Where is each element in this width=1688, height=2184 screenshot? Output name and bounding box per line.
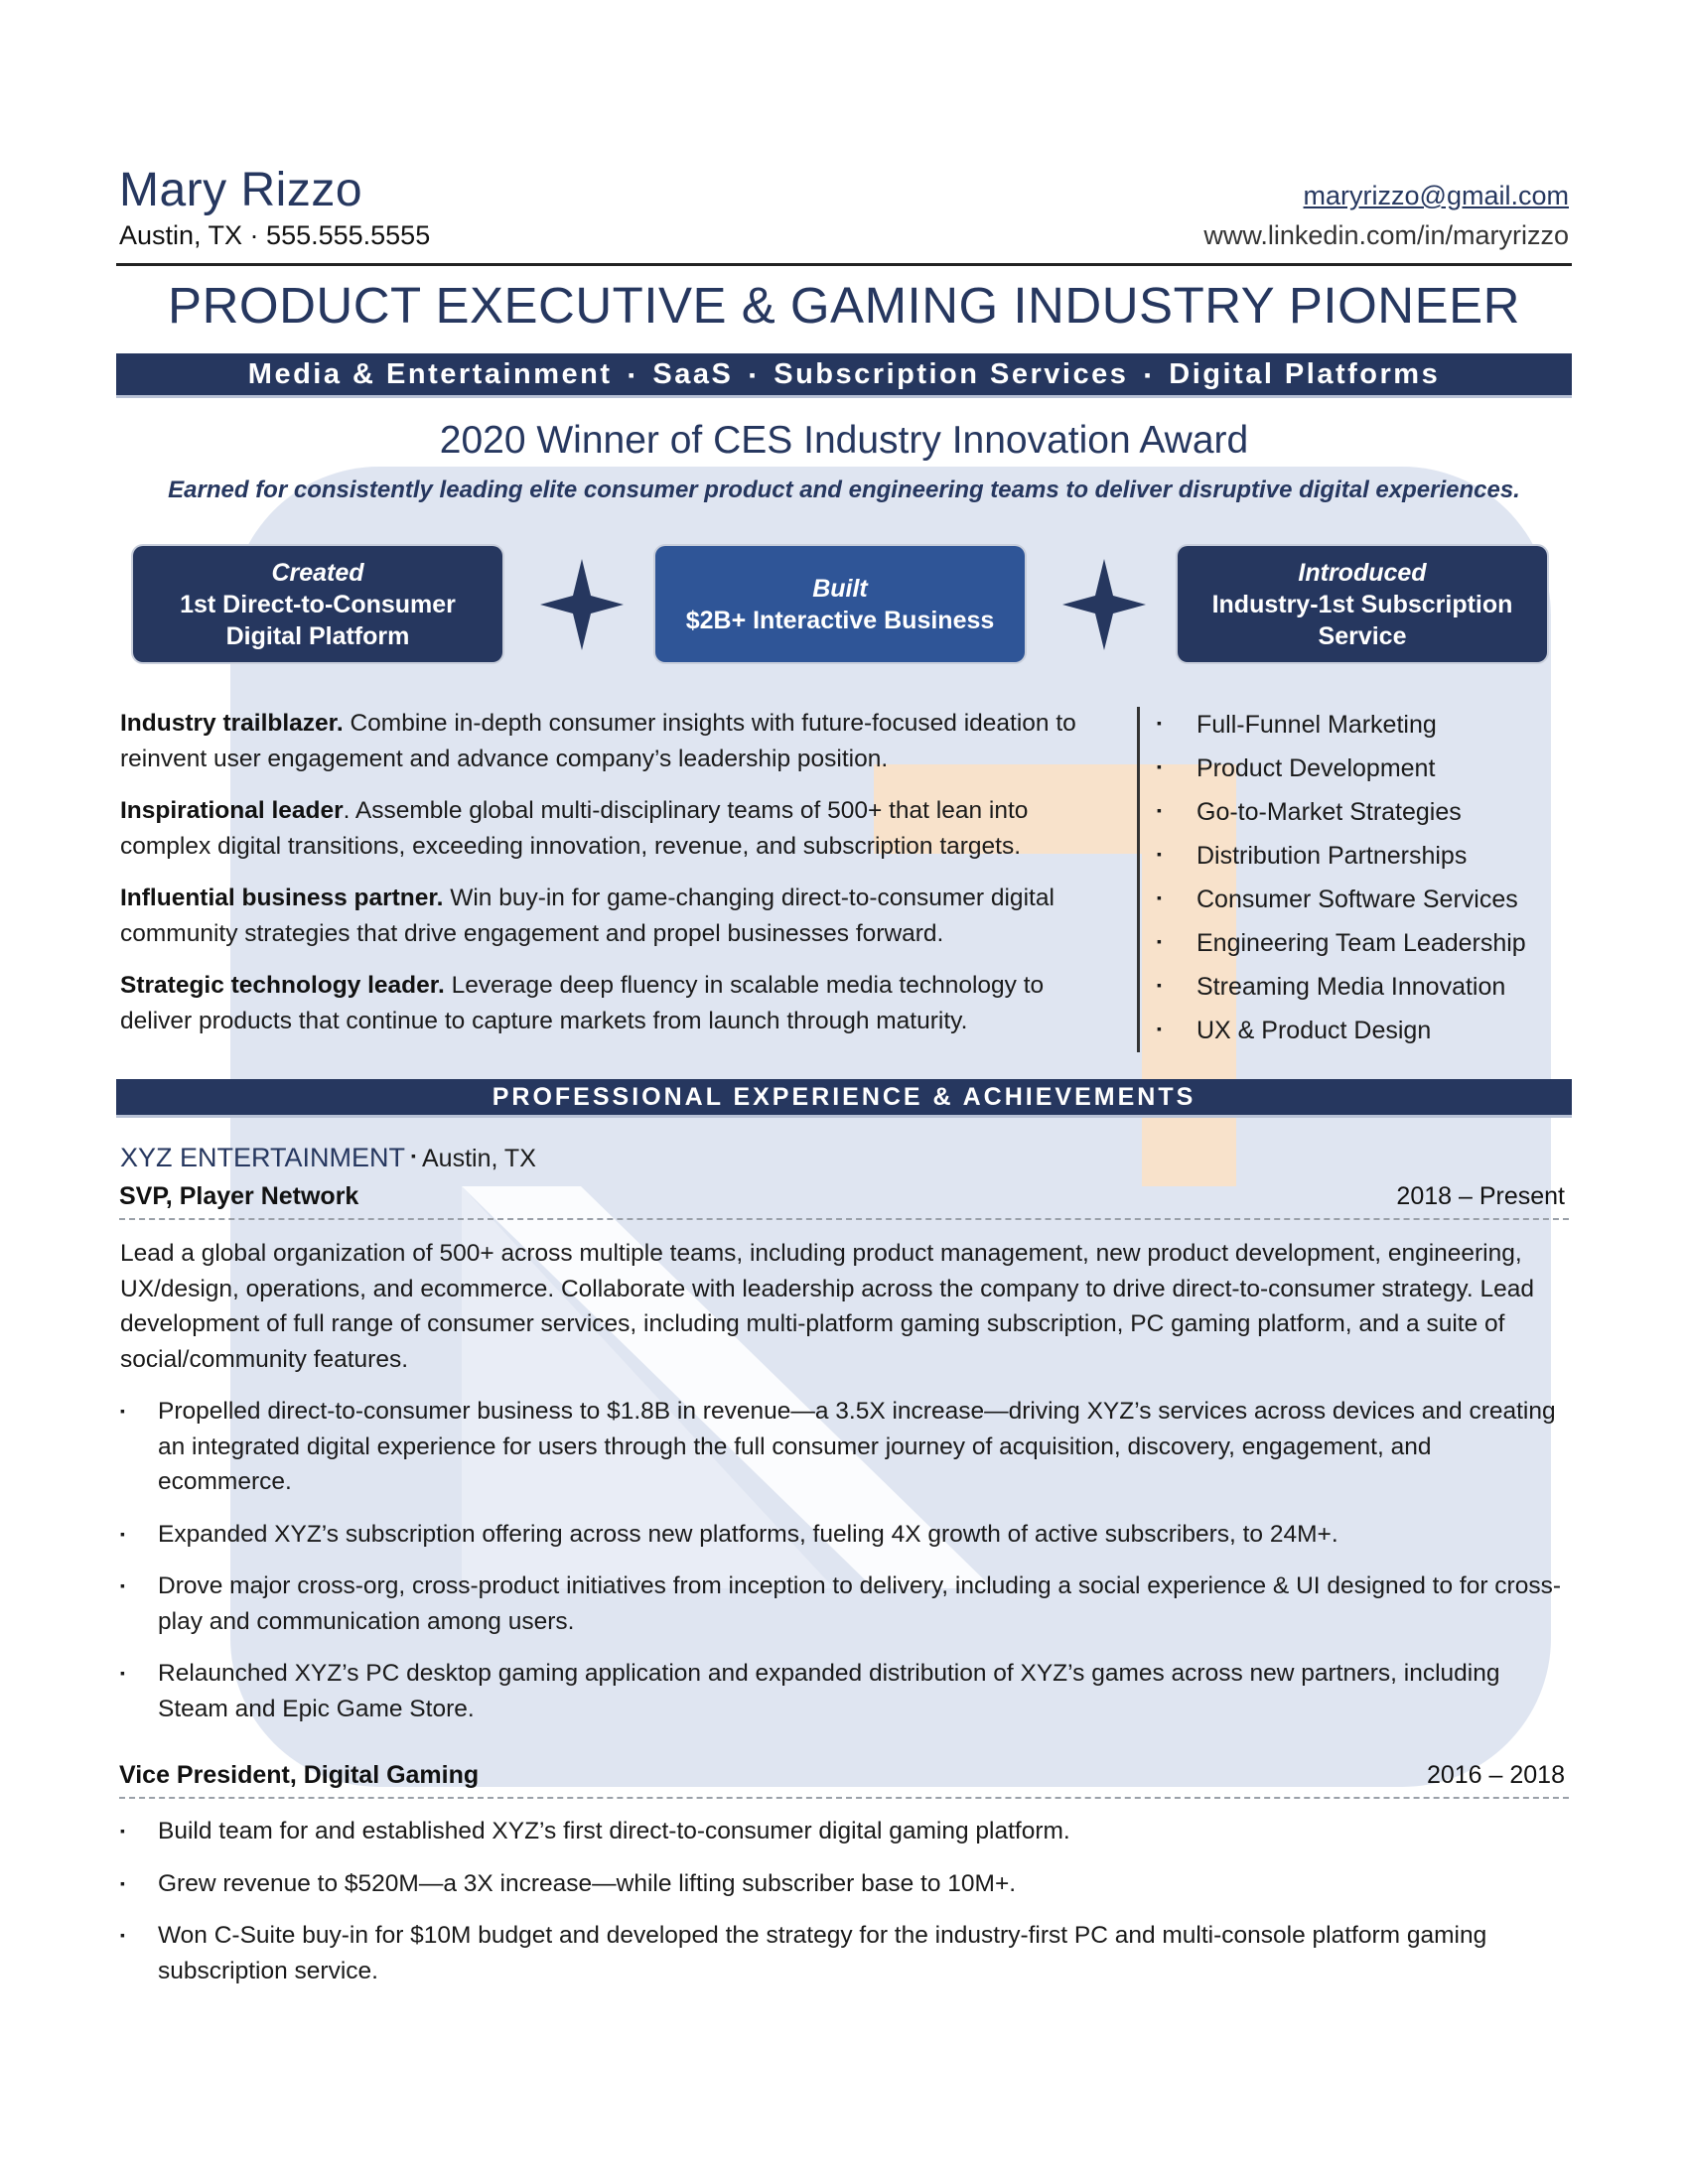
achievement-item xyxy=(120,1814,1570,1849)
role-dates: 2018 – Present xyxy=(1396,1182,1565,1210)
headline: PRODUCT EXECUTIVE & GAMING INDUSTRY PIONEER xyxy=(168,277,1520,334)
achievement-item xyxy=(120,1656,1570,1726)
highlight-lead: Built xyxy=(812,574,868,603)
highlight-line: 1st Direct-to-Consumer xyxy=(180,590,456,618)
highlight-box-created xyxy=(133,546,502,662)
summary-paragraph xyxy=(120,706,1118,776)
skill-label: Engineering Team Leadership xyxy=(1196,929,1526,957)
role-title: SVP, Player Network xyxy=(119,1182,359,1210)
skill-label: Consumer Software Services xyxy=(1196,886,1518,913)
role-dates: 2016 – 2018 xyxy=(1426,1761,1565,1789)
skill-item xyxy=(1157,751,1526,794)
award-title: 2020 Winner of CES Industry Innovation Award xyxy=(439,419,1249,462)
location-phone: Austin, TX · 555.555.5555 xyxy=(119,220,431,250)
summary-section xyxy=(120,706,1118,1055)
skills-list xyxy=(1157,707,1526,1056)
bullet-icon: ▪ xyxy=(1157,846,1162,863)
summary-text: Leverage deep fluency in scalable media technology to deliver products that continue to capture markets from launch through maturity. xyxy=(120,972,1045,1034)
achievement-list xyxy=(120,1814,1570,2005)
achievement-text: Build team for and established XYZ’s first direct-to-consumer digital gaming platform. xyxy=(158,1818,1070,1844)
linkedin-url[interactable]: www.linkedin.com/in/maryrizzo xyxy=(1203,220,1569,250)
skill-item xyxy=(1157,707,1526,751)
four-point-star-icon xyxy=(540,559,624,650)
summary-lead: Industry trailblazer. xyxy=(120,710,344,737)
bullet-icon: ▪ xyxy=(120,1403,125,1419)
four-point-star-icon xyxy=(1062,559,1146,650)
industry-item: Media & Entertainment xyxy=(247,358,613,390)
separator-bullet-icon: ▪ xyxy=(628,365,637,386)
achievement-item xyxy=(120,1918,1570,1988)
separator-bullet-icon: ▪ xyxy=(749,365,759,386)
achievement-list xyxy=(120,1394,1570,1743)
header-divider xyxy=(116,263,1572,266)
skill-label: Full-Funnel Marketing xyxy=(1196,711,1437,739)
achievement-item xyxy=(120,1569,1570,1639)
industry-item: SaaS xyxy=(652,358,734,390)
bullet-icon: ▪ xyxy=(120,1823,125,1839)
summary-lead: Strategic technology leader. xyxy=(120,972,445,999)
bullet-icon: ▪ xyxy=(120,1525,125,1542)
bullet-icon: ▪ xyxy=(120,1577,125,1593)
achievement-text: Won C-Suite buy-in for $10M budget and developed the strategy for the industry-first PC and multi-console platform gaming subscription service. xyxy=(158,1922,1487,1984)
industries-band xyxy=(116,353,1572,398)
bullet-icon: ▪ xyxy=(1157,758,1162,775)
skill-label: Product Development xyxy=(1196,754,1436,782)
summary-paragraph xyxy=(120,793,1118,864)
achievement-item xyxy=(120,1394,1570,1500)
skill-label: UX & Product Design xyxy=(1196,1017,1432,1044)
role-summary: Lead a global organization of 500+ across multiple teams, including product management, new product development, engineering, UX/design, operations, and ecommerce. Collaborate with leadership across the company to drive direct-to-consumer strategy. Lead development of full range of consumer services, including multi-platform gaming subscription, PC gaming platform, and a suite of social/community features. xyxy=(120,1240,1534,1373)
skill-item xyxy=(1157,969,1526,1013)
bullet-icon: ▪ xyxy=(411,1147,416,1163)
skill-item xyxy=(1157,838,1526,882)
company-name: XYZ ENTERTAINMENT xyxy=(120,1143,406,1172)
skills-divider xyxy=(1137,707,1140,1052)
role-header xyxy=(119,1182,1569,1220)
bullet-icon: ▪ xyxy=(1157,933,1162,950)
highlight-line: Industry-1st Subscription xyxy=(1211,590,1513,618)
summary-text: Combine in-depth consumer insights with future-focused ideation to reinvent user engagement and advance company’s leadership position. xyxy=(120,710,1076,772)
achievement-item xyxy=(120,1866,1570,1902)
achievement-text: Drove major cross-org, cross-product initiatives from inception to delivery, including a social experience & UI designed to for cross-play and communication among users. xyxy=(158,1572,1561,1635)
bullet-icon: ▪ xyxy=(120,1874,125,1891)
company-location: Austin, TX xyxy=(422,1145,536,1172)
skill-item xyxy=(1157,882,1526,925)
bullet-icon: ▪ xyxy=(120,1927,125,1943)
section-title-band: PROFESSIONAL EXPERIENCE & ACHIEVEMENTS xyxy=(116,1079,1572,1118)
highlight-line: Service xyxy=(1318,621,1407,650)
bullet-icon: ▪ xyxy=(1157,977,1162,994)
skill-label: Streaming Media Innovation xyxy=(1196,973,1506,1001)
highlight-lead: Created xyxy=(271,558,364,587)
award-subtitle: Earned for consistently leading elite consumer product and engineering teams to deliver disruptive digital experiences. xyxy=(168,477,1520,503)
summary-paragraph xyxy=(120,968,1118,1038)
separator-bullet-icon: ▪ xyxy=(1144,365,1154,386)
bullet-icon: ▪ xyxy=(1157,715,1162,732)
achievement-text: Relaunched XYZ’s PC desktop gaming application and expanded distribution of XYZ’s games across new partners, including Steam and Epic Game Store. xyxy=(158,1660,1500,1722)
skill-item xyxy=(1157,794,1526,838)
summary-text: . Assemble global multi-disciplinary teams of 500+ that lean into complex digital transitions, exceeding innovation, revenue, and subscription targets. xyxy=(120,797,1029,860)
highlight-line: $2B+ Interactive Business xyxy=(685,606,995,634)
summary-paragraph xyxy=(120,881,1118,951)
highlight-line: Digital Platform xyxy=(225,621,410,650)
candidate-name: Mary Rizzo xyxy=(119,164,363,216)
skill-label: Go-to-Market Strategies xyxy=(1196,798,1462,826)
bullet-icon: ▪ xyxy=(1157,889,1162,906)
achievement-text: Expanded XYZ’s subscription offering across new platforms, fueling 4X growth of active subscribers, to 24M+. xyxy=(158,1520,1338,1548)
highlight-box-introduced xyxy=(1178,546,1547,662)
highlight-lead: Introduced xyxy=(1298,558,1427,587)
industry-item: Digital Platforms xyxy=(1169,358,1441,390)
highlight-box-built xyxy=(655,546,1025,662)
summary-lead: Influential business partner. xyxy=(120,885,444,911)
industry-item: Subscription Services xyxy=(774,358,1129,390)
summary-text: Win buy-in for game-changing direct-to-consumer digital community strategies that drive engagement and propel businesses forward. xyxy=(120,885,1055,947)
summary-lead: Inspirational leader xyxy=(120,797,344,824)
achievement-item xyxy=(120,1517,1570,1553)
role-header xyxy=(119,1761,1569,1799)
achievement-text: Grew revenue to $520M—a 3X increase—while lifting subscriber base to 10M+. xyxy=(158,1869,1017,1897)
skill-item xyxy=(1157,925,1526,969)
bullet-icon: ▪ xyxy=(1157,802,1162,819)
email-link[interactable]: maryrizzo@gmail.com xyxy=(1303,181,1569,210)
company-line xyxy=(120,1143,536,1173)
bullet-icon: ▪ xyxy=(1157,1021,1162,1037)
skill-label: Distribution Partnerships xyxy=(1196,842,1468,870)
bullet-icon: ▪ xyxy=(120,1665,125,1681)
role-title: Vice President, Digital Gaming xyxy=(119,1761,480,1789)
skill-item xyxy=(1157,1013,1526,1056)
achievement-text: Propelled direct-to-consumer business to $1.8B in revenue—a 3.5X increase—driving XYZ’s services across devices and creating an integrated digital experience for users through the full consumer journey of acquisition, discovery, engagement, and ecommerce. xyxy=(158,1398,1556,1495)
